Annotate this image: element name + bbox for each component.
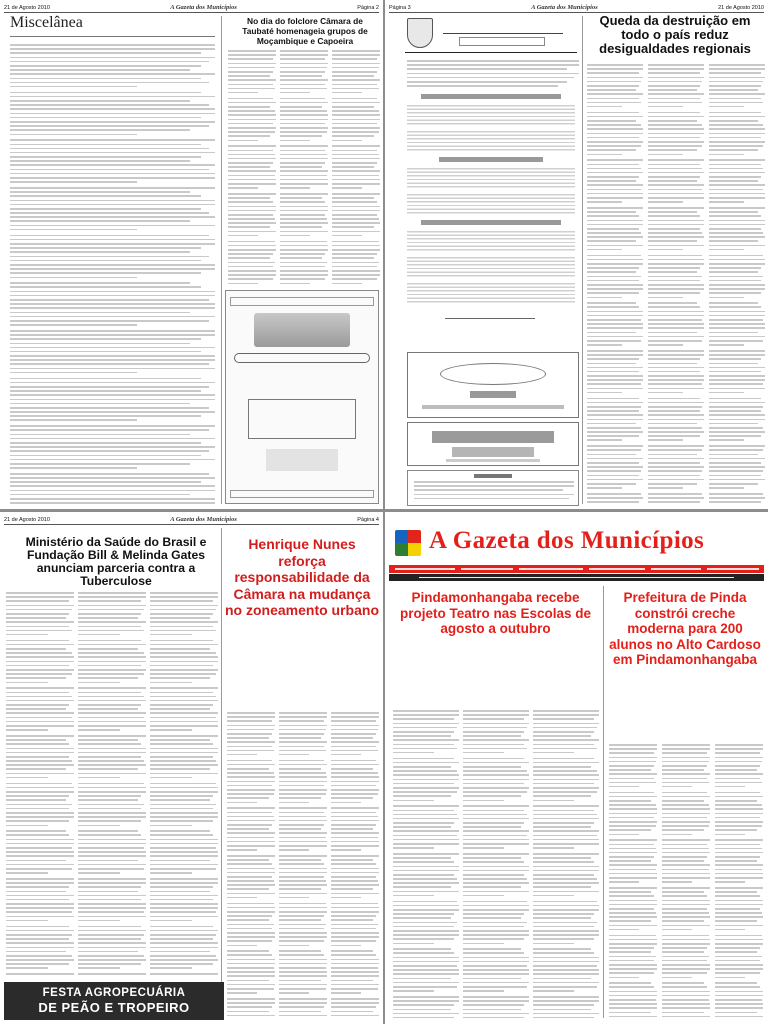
- article-column-2: [78, 592, 146, 976]
- page-number: Página 4: [357, 516, 379, 523]
- side-article-column-3: [331, 712, 379, 1018]
- camara-subtitle: [459, 37, 545, 46]
- camara-intro: [407, 60, 579, 90]
- notice-block: [407, 231, 575, 251]
- page-headline: Queda da destruição em todo o país reduz desigualdades regionais: [599, 13, 751, 56]
- column-rule: [221, 528, 222, 1020]
- headline-left: Pindamonhangaba recebe projeto Teatro nas Escolas de agosto a outubro: [399, 590, 592, 636]
- cantina-logo: [440, 363, 546, 385]
- left-article-column-2: [463, 710, 529, 1018]
- camara-crest-icon: [407, 18, 433, 48]
- festa-banner: [4, 982, 224, 1020]
- jornal-eletronico-ad: [225, 290, 379, 504]
- column-rule: [582, 16, 583, 504]
- ad-subslogan: [266, 449, 338, 471]
- left-article-column-3: [533, 710, 599, 1018]
- towns-strip: [389, 565, 764, 573]
- signature-line: [445, 318, 535, 338]
- heading-rule: [10, 36, 215, 37]
- notice-block: [407, 168, 575, 188]
- running-head: [4, 3, 379, 13]
- ad-email-strip: [230, 490, 374, 498]
- notice-block: [407, 257, 575, 277]
- page-4: [0, 512, 383, 1024]
- page-date: 21 de Agosto 2010: [4, 4, 50, 11]
- ad-slogan: [248, 399, 356, 439]
- tremembe-ad-title: [432, 431, 554, 443]
- expediente-heading: [474, 474, 512, 478]
- page-date: 21 de Agosto 2010: [718, 4, 764, 11]
- page-2: [0, 0, 383, 509]
- article-column-1: [587, 64, 643, 504]
- tremembe-ad-subtitle: [452, 447, 534, 457]
- article-column-2: [648, 64, 704, 504]
- side-article-column-2: [280, 50, 328, 286]
- banner-line-1: FESTA AGROPECUÁRIA: [42, 987, 186, 999]
- page-number: Página 3: [389, 4, 411, 11]
- page-number: Página 2: [357, 4, 379, 11]
- expediente-box: [407, 470, 579, 506]
- right-article-column-3: [715, 744, 763, 1018]
- notice-block: [407, 131, 575, 151]
- ad-tagline: [234, 353, 370, 363]
- article-body: [10, 44, 215, 504]
- side-headline: Henrique Nunes reforça responsabilidade da Câmara na mudança no zoneamento urbano: [225, 536, 379, 618]
- running-head: [389, 3, 764, 13]
- cantina-address: [422, 405, 564, 409]
- notice-heading: [421, 94, 561, 99]
- running-brand: A Gazeta dos Municípios: [170, 4, 237, 11]
- side-article-column-2: [279, 712, 327, 1018]
- article-column-3: [150, 592, 218, 976]
- notice-block: [407, 283, 575, 303]
- running-head: [4, 515, 379, 525]
- camara-rule: [405, 52, 577, 53]
- left-article-column-1: [393, 710, 459, 1018]
- camara-title: [443, 22, 563, 34]
- column-rule: [603, 586, 604, 1018]
- notice-heading: [439, 157, 543, 162]
- banner-line-2: DE PEÃO E TROPEIRO: [38, 1000, 190, 1015]
- notice-heading: [421, 220, 561, 225]
- right-article-column-1: [609, 744, 657, 1018]
- gazeta-logo-icon: [395, 530, 421, 556]
- article-column-3: [709, 64, 765, 504]
- edition-dateline: [389, 574, 764, 581]
- page-3: [385, 0, 768, 509]
- notice-block: [407, 105, 575, 125]
- page-date: 21 de Agosto 2010: [4, 516, 50, 523]
- ad-url-strip: [230, 297, 374, 306]
- headline-right: Prefeitura de Pinda constrói creche moderna para 200 alunos no Alto Cardoso em Pindamonhangaba: [609, 590, 761, 667]
- tremembe-ad: [407, 422, 579, 466]
- ad-logo: [254, 313, 350, 347]
- cantina-ad: [407, 352, 579, 418]
- masthead-title: A Gazeta dos Municípios: [429, 527, 705, 554]
- running-brand: A Gazeta dos Municípios: [531, 4, 598, 11]
- notice-block: [407, 194, 575, 214]
- front-page: [385, 512, 768, 1024]
- article-column-1: [6, 592, 74, 976]
- right-article-column-2: [662, 744, 710, 1018]
- running-brand: A Gazeta dos Municípios: [170, 516, 237, 523]
- masthead: [389, 526, 764, 566]
- side-article-column-1: [228, 50, 276, 286]
- cantina-name: [470, 391, 516, 398]
- side-article-column-3: [332, 50, 380, 286]
- section-heading: Miscelânea: [10, 14, 83, 31]
- expediente-body: [414, 481, 574, 505]
- column-rule: [221, 16, 222, 504]
- main-headline: Ministério da Saúde do Brasil e Fundação Bill & Melinda Gates anunciam parceria contra a Tuberculose: [25, 535, 207, 588]
- contract-notice: [407, 94, 575, 344]
- tremembe-ad-url: [446, 459, 540, 462]
- side-headline: No dia do folclore Câmara de Taubaté homenageia grupos de Moçambique e Capoeira: [242, 16, 368, 46]
- side-article-column-1: [227, 712, 275, 1018]
